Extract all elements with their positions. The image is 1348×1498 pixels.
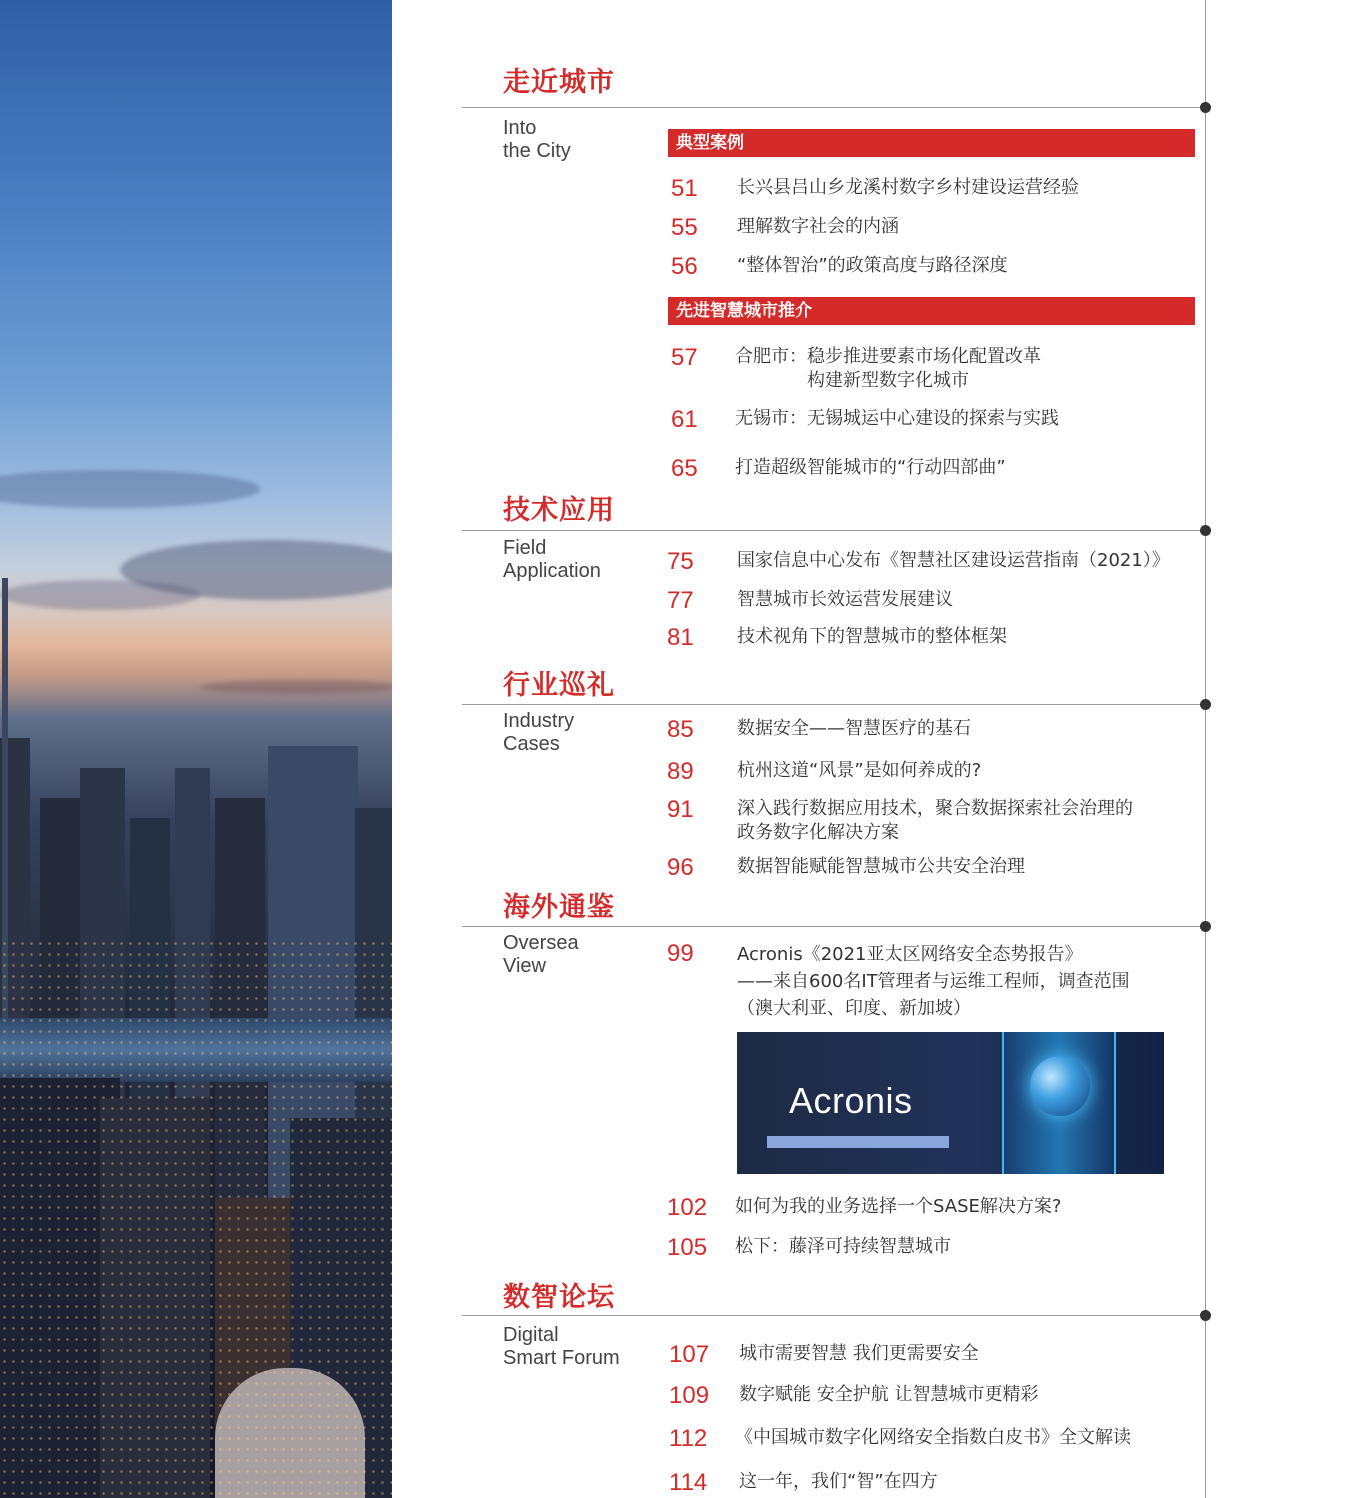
section-dot [1200,1310,1211,1321]
page-number: 114 [669,1469,708,1496]
entry-title: 松下：藤泽可持续智慧城市 [735,1236,951,1257]
acronis-advertisement[interactable] [737,1032,1164,1174]
page-number: 77 [667,587,694,614]
entry-title: 这一年，我们“智”在四方 [739,1471,938,1492]
vertical-divider [1205,0,1206,1498]
page-number: 107 [669,1341,710,1368]
page-number: 102 [667,1194,708,1221]
section-title-industry-cases: 行业巡礼 [503,670,615,701]
category-banner-typical-cases: 典型案例 [668,129,1195,157]
section-title-digital-smart-forum: 数智论坛 [503,1282,615,1313]
section-title-into-the-city: 走近城市 [503,67,615,98]
section-rule [462,926,1206,927]
section-subtitle-en: Industry Cases [503,710,575,755]
entry-title: 城市需要智慧 我们更需要安全 [739,1343,979,1364]
entry-title: 《中国城市数字化网络安全指数白皮书》全文解读 [735,1427,1131,1448]
logo-underline [767,1136,949,1148]
section-title-field-application: 技术应用 [503,495,615,526]
category-banner-advanced-cities: 先进智慧城市推介 [668,297,1195,325]
page-number: 109 [669,1382,710,1409]
page-number: 56 [671,253,698,280]
page-number: 96 [667,854,694,881]
page-number: 61 [671,406,698,433]
cityscape-photo [0,0,392,1498]
page-number: 85 [667,716,694,743]
entry-title: 智慧城市长效运营发展建议 [737,589,953,610]
entry-title: 数字赋能 安全护航 让智慧城市更精彩 [739,1384,1039,1405]
entry-title: 无锡市：无锡城运中心建设的探索与实践 [735,408,1059,429]
page-number: 89 [667,758,694,785]
entry-title: 国家信息中心发布《智慧社区建设运营指南（2021）》 [737,550,1170,571]
entry-title: 数据智能赋能智慧城市公共安全治理 [737,856,1025,877]
entry-title: 深入践行数据应用技术，聚合数据探索社会治理的 政务数字化解决方案 [737,798,1133,843]
entry-title: “整体智治”的政策高度与路径深度 [737,255,1008,276]
globe-icon [1030,1056,1090,1116]
page-number: 65 [671,455,698,482]
section-dot [1200,699,1211,710]
page-number: 81 [667,624,694,651]
entry-title: 杭州这道“风景”是如何养成的? [737,760,982,781]
section-rule [462,1315,1206,1316]
section-rule [462,530,1206,531]
section-dot [1200,921,1211,932]
section-subtitle-en: Into the City [503,117,571,162]
section-subtitle-en: Digital Smart Forum [503,1324,620,1369]
section-dot [1200,525,1211,536]
section-rule [462,107,1206,108]
entry-title: 打造超级智能城市的“行动四部曲” [735,457,1006,478]
entry-title: 长兴县吕山乡龙溪村数字乡村建设运营经验 [737,177,1079,198]
page-number: 51 [671,175,698,202]
page-number: 91 [667,796,694,823]
section-subtitle-en: Oversea View [503,932,579,977]
page-number: 112 [669,1425,708,1452]
section-subtitle-en: Field Application [503,537,601,582]
entry-title: 合肥市：稳步推进要素市场化配置改革 构建新型数字化城市 [735,346,1041,391]
entry-title: Acronis《2021亚太区网络安全态势报告》 ——来自600名IT管理者与运维工程师，调查范围 （澳大利亚、印度、新加坡） [737,944,1130,1019]
page-number: 105 [667,1234,708,1261]
section-rule [462,704,1206,705]
entry-title: 理解数字社会的内涵 [737,216,899,237]
section-title-oversea-view: 海外通鉴 [503,892,615,923]
section-dot [1200,102,1211,113]
entry-title: 如何为我的业务选择一个SASE解决方案? [735,1196,1062,1217]
page-number: 99 [667,940,694,967]
page-number: 75 [667,548,694,575]
entry-title: 技术视角下的智慧城市的整体框架 [737,626,1007,647]
page-number: 57 [671,344,698,371]
entry-title: 数据安全——智慧医疗的基石 [737,718,971,739]
page-number: 55 [671,214,698,241]
acronis-logo: Acronis [789,1080,913,1121]
